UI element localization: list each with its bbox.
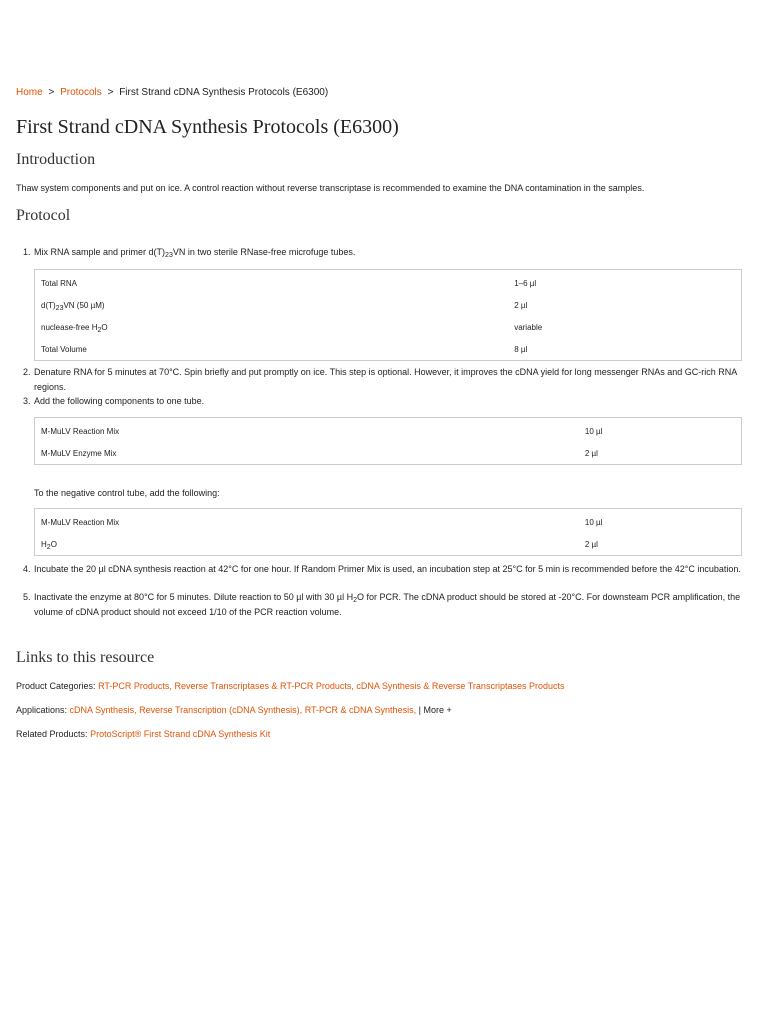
label-subscript: 2 [46,543,51,551]
applications-links [70,705,419,715]
related-products-links [90,729,270,739]
step-text: Inactivate the enzyme at 80°C for 5 minutes. Dilute reaction to 50 µl with 30 µl H [34,592,354,602]
link-separator: , [413,705,417,715]
table-row [35,509,742,534]
label-text: M-MuLV Enzyme Mix [41,448,117,458]
resource-link[interactable]: Reverse Transcriptases & RT-PCR Products [174,681,352,691]
label-text: O [50,539,57,549]
protocol-step-3 [23,394,744,409]
table-cell-label [35,294,509,316]
reaction-components-table [34,417,742,465]
resource-link[interactable]: cDNA Synthesis & Reverse Transcriptases Products [356,681,565,691]
resource-link[interactable]: RT-PCR Products [98,681,170,691]
step-subscript: 2 [353,597,358,604]
step-text: Mix RNA sample and primer d(T) [34,247,166,257]
table-cell-value: 2 µl [514,300,528,310]
step-number: 1. [23,247,31,257]
step-number: 3. [23,396,31,406]
label-text: Total Volume [41,344,87,354]
protocol-step-2 [23,365,744,394]
protocol-step-5 [23,590,744,619]
label-text: Total RNA [41,278,78,288]
more-applications-link[interactable]: | More + [418,705,452,715]
table-cell-value: 2 µl [584,539,598,549]
step-number: 2. [23,367,31,377]
breadcrumb-protocols-link[interactable]: Protocols [60,87,102,98]
breadcrumb-separator: > [48,87,55,98]
label-subscript: 23 [55,304,64,312]
label-text: VN (50 µM) [63,300,105,310]
table-row [35,270,742,295]
protocol-step-4 [23,562,744,577]
negative-control-table [34,508,742,556]
step-text: Add the following components to one tube. [34,396,205,406]
related-products-label: Related Products: [16,729,88,739]
step-text: O for PCR. The cDNA product should be stored at -20°C. For downsteam PCR amplification, the volume of cDNA product should not exceed 1/10 of the PCR reaction volume. [34,592,741,617]
step-text: VN in two sterile RNase-free microfuge tubes. [172,247,356,257]
table-row [35,442,742,465]
label-text: M-MuLV Reaction Mix [41,426,120,436]
rna-primer-table [34,269,742,361]
product-categories-links [98,681,564,691]
table-row [35,533,742,556]
table-row [35,316,742,338]
step-subscript: 23 [165,252,173,259]
link-separator: , [169,681,172,691]
applications-row [16,704,452,716]
table-cell-value: 8 µl [514,344,528,354]
table-cell-label [35,316,509,338]
introduction-text: Thaw system components and put on ice. A control reaction without reverse transcriptase is recommended to examine the DNA contamination in the samples. [16,183,645,193]
table-cell-label [35,509,579,534]
introduction-heading: Introduction [16,151,96,168]
table-cell-value: 10 µl [584,426,603,436]
step-number: 4. [23,564,31,574]
resource-link[interactable]: Reverse Transcription (cDNA Synthesis) [139,705,300,715]
step-text: Incubate the 20 µl cDNA synthesis reaction at 42°C for one hour. If Random Primer Mix is used, an incubation step at 25°C for 5 min is recommended before the 42°C incubation. [34,564,741,574]
label-text: H [41,539,47,549]
link-separator: , [134,705,137,715]
label-subscript: 2 [97,326,102,334]
link-separator: , [299,705,303,715]
table-cell-value: 1–6 µl [514,278,537,288]
protocol-step-1 [23,245,744,260]
table-cell-value: variable [514,322,543,332]
resource-link[interactable]: cDNA Synthesis [69,705,135,715]
breadcrumb-separator: > [107,87,114,98]
breadcrumb-home-link[interactable]: Home [16,87,43,98]
product-categories-row [16,680,564,692]
breadcrumb-current: First Strand cDNA Synthesis Protocols (E6300) [119,87,329,98]
label-text: M-MuLV Reaction Mix [41,517,120,527]
table-cell-label [35,442,579,465]
table-cell-label [35,533,579,556]
step-number: 5. [23,592,31,602]
page-title: First Strand cDNA Synthesis Protocols (E6300) [16,116,399,138]
table-cell-label [35,270,509,295]
table-row [35,294,742,316]
resource-link[interactable]: ProtoScript® First Strand cDNA Synthesis Kit [90,729,271,739]
label-text: O [101,322,108,332]
negative-control-text: To the negative control tube, add the following: [34,488,220,498]
label-text: d(T) [41,300,56,310]
table-cell-value: 2 µl [584,448,598,458]
protocol-heading: Protocol [16,207,71,224]
product-categories-label: Product Categories: [16,681,96,691]
label-text: nuclease-free H [41,322,98,332]
links-heading: Links to this resource [16,649,155,666]
table-cell-label [35,418,579,443]
table-cell-label [35,338,509,361]
step-text: Denature RNA for 5 minutes at 70°C. Spin briefly and put promptly on ice. This step is optional. However, it improves the cDNA yield for long messenger RNAs and GC-rich RNA regions. [34,367,737,392]
related-products-row [16,728,270,740]
table-row [35,418,742,443]
table-cell-value: 10 µl [584,517,603,527]
applications-label: Applications: [16,705,68,715]
breadcrumb [16,87,328,99]
resource-link[interactable]: RT-PCR & cDNA Synthesis [304,705,414,715]
link-separator: , [351,681,354,691]
table-row [35,338,742,361]
